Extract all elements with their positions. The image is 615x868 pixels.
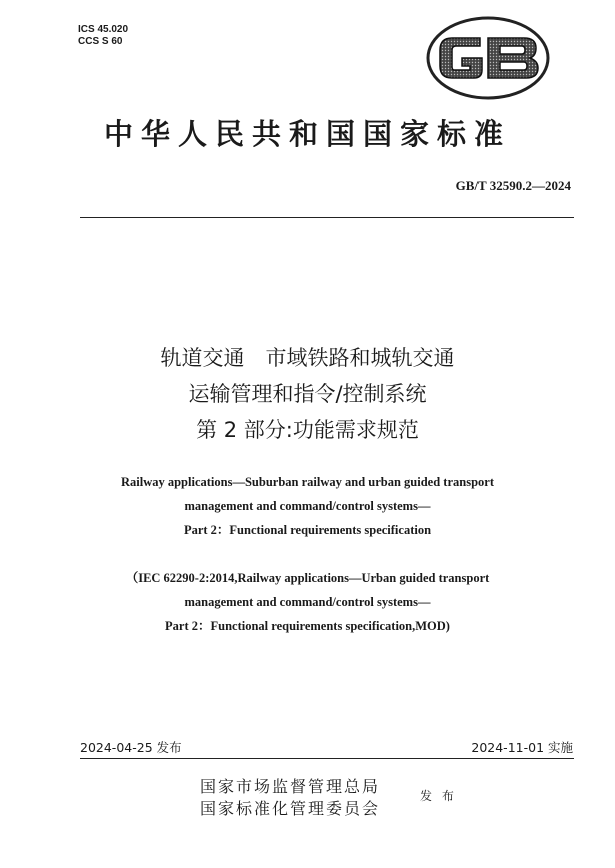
issuing-authorities xyxy=(200,776,380,820)
header-divider xyxy=(80,217,574,218)
classification-codes xyxy=(78,24,128,48)
publish-label: 发 布 xyxy=(420,789,457,803)
english-title-line-3: Part 2：Functional requirements specification xyxy=(183,523,432,537)
issue-date: 2024-04-25 发布 xyxy=(80,740,182,755)
chinese-title-line-2: 运输管理和指令/控制系统 xyxy=(188,382,427,406)
gb-logo xyxy=(426,16,550,100)
chinese-title-line-1: 轨道交通 市域铁路和城轨交通 xyxy=(160,346,455,370)
english-title xyxy=(0,470,615,542)
footer-divider xyxy=(80,758,574,759)
iec-reference-line-3: Part 2：Functional requirements specification,MOD) xyxy=(165,619,450,633)
iec-reference-line-1: （IEC 62290-2:2014,Railway applications—Urban guided transport xyxy=(125,571,490,585)
iec-reference-line-2: management and command/control systems— xyxy=(184,595,431,609)
standard-name: 中华人民共和国国家标准 xyxy=(103,117,511,151)
chinese-title xyxy=(0,340,615,448)
standard-number: GB/T 32590.2—2024 xyxy=(455,178,571,193)
chinese-title-line-3: 第 2 部分:功能需求规范 xyxy=(196,418,419,442)
english-title-line-1: Railway applications—Suburban railway and urban guided transport xyxy=(120,475,494,489)
issuer-line-1: 国家市场监督管理总局 xyxy=(200,777,381,796)
issuer-line-2: 国家标准化管理委员会 xyxy=(200,799,381,818)
ccs-code: CCS S 60 xyxy=(78,36,123,47)
ics-code: ICS 45.020 xyxy=(78,24,129,35)
implementation-date: 2024-11-01 实施 xyxy=(471,740,573,755)
iec-reference xyxy=(0,566,615,638)
english-title-line-2: management and command/control systems— xyxy=(184,499,431,513)
